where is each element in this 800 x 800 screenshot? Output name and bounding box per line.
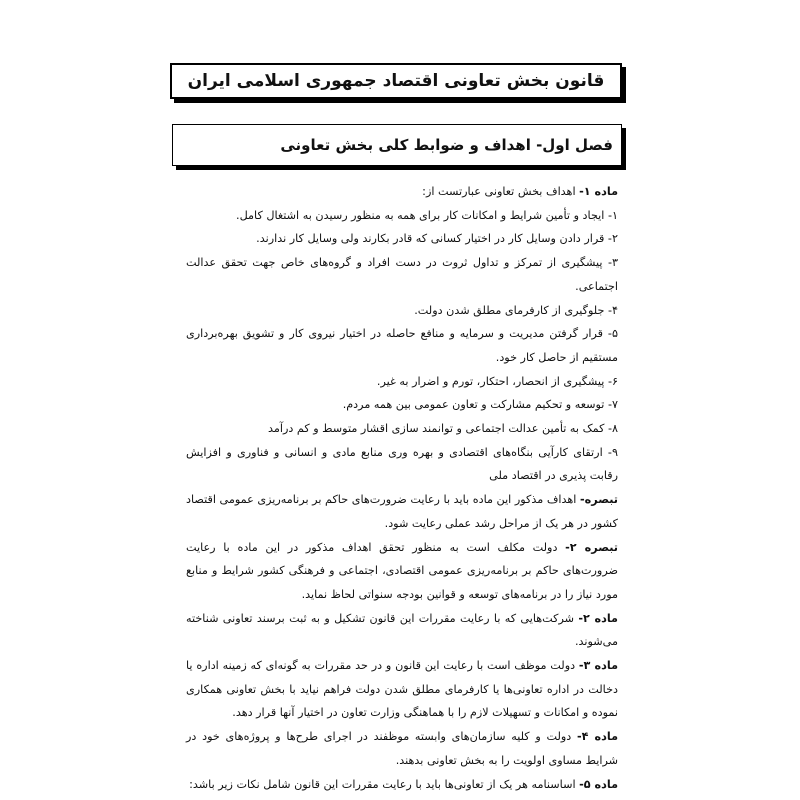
paragraph (186, 725, 618, 772)
paragraph (186, 251, 618, 298)
paragraph (186, 536, 618, 607)
paragraph-text: شرکت‌هایی که با رعایت مقررات این قانون تشکیل و به ثبت برسند تعاونی شناخته می‌شوند. (186, 611, 618, 649)
paragraph-text: ۷- توسعه و تحکیم مشارکت و تعاون عمومی بین همه مردم. (342, 398, 618, 412)
paragraph-label: ماده ۴- (576, 730, 619, 744)
paragraph-text: ۶- پیشگیری از انحصار، احتکار، تورم و اضرار به غیر. (376, 374, 618, 388)
paragraph-label: ماده ۲- (578, 611, 618, 625)
paragraph-text: اهداف مذکور این ماده باید با رعایت ضرورت‌های حاکم بر برنامه‌ریزی عمومی اقتصاد کشور در هر یک از مراحل رشد عملی رعایت شود. (186, 493, 618, 530)
paragraph (186, 654, 618, 725)
chapter-heading-box (172, 124, 622, 166)
paragraph-text: ۳- پیشگیری از تمرکز و تداول ثروت در دست افراد و گروه‌های خاص جهت تحقق عدالت اجتماعی. (186, 256, 618, 293)
paragraph-text: ۵- قرار گرفتن مدیریت و سرمایه و منافع حاصله در اختیار نیروی کار و تشویق بهره‌برداری مستقیم از حاصل کار خود. (186, 327, 618, 364)
paragraph (186, 417, 618, 441)
document-title: قانون بخش تعاونی اقتصاد جمهوری اسلامی ایران (187, 71, 605, 91)
paragraph-text: ۲- قرار دادن وسایل کار در اختیار کسانی که قادر بکارند ولی وسایل کار ندارند. (256, 232, 618, 246)
paragraph (186, 227, 618, 251)
paragraph-label: ماده ۳- (578, 659, 619, 673)
paragraph (186, 773, 618, 797)
paragraph-text: ۱- ایجاد و تأمین شرایط و امکانات کار برای همه به منظور رسیدن به اشتغال کامل. (236, 208, 618, 222)
paragraph (186, 393, 618, 417)
paragraph (186, 488, 618, 535)
paragraph-label: تبصره- (580, 493, 618, 507)
paragraph (186, 441, 618, 488)
document-body (186, 180, 618, 796)
paragraph (186, 180, 618, 204)
paragraph (186, 204, 618, 228)
paragraph-text: ۴- جلوگیری از کارفرمای مطلق شدن دولت. (414, 303, 618, 317)
paragraph-text: دولت و کلیه سازمان‌های وابسته موظفند در اجرای طرح‌ها و پروژه‌های خود در شرایط مساوی اولویت را به بخش تعاونی بدهند. (186, 730, 618, 767)
paragraph (186, 299, 618, 323)
paragraph-label: ماده ۵- (579, 777, 618, 791)
document-title-box (170, 63, 622, 99)
paragraph-text: اهداف بخش تعاونی عبارتست از: (422, 185, 580, 198)
paragraph (186, 322, 618, 369)
paragraph-text: دولت موظف است با رعایت این قانون و در حد مقررات به گونه‌ای که زمینه اداره یا دخالت در اداره تعاونی‌ها یا کارفرمای مطلق شدن دولت فراهم نیاید با بخش تعاونی همکاری نموده و امکانات و تسهیلات لازم را با هماهنگی وزارت تعاون در اختیار آنها قرار دهد. (186, 659, 618, 720)
paragraph-text: دولت مکلف است به منظور تحقق اهداف مذکور در این ماده با رعایت ضرورت‌های حاکم بر برنامه‌ریزی عمومی اقتصادی، اجتماعی و فرهنگی کشور شرایط و منابع مورد نیاز را در برنامه‌های توسعه و قوانین بودجه سنواتی لحاظ نماید. (186, 540, 618, 601)
paragraph-text: ۸- کمک به تأمین عدالت اجتماعی و توانمند سازی اقشار متوسط و کم درآمد (267, 422, 618, 436)
paragraph-text: اساسنامه هر یک از تعاونی‌ها باید با رعایت مقررات این قانون شامل نکات زیر باشد: (189, 777, 580, 791)
paragraph (186, 607, 618, 654)
paragraph (186, 370, 618, 394)
paragraph-text: ۹- ارتقای کارآیی بنگاه‌های اقتصادی و بهره وری منابع مادی و انسانی و فناوری و افزایش رقابت پذیری در اقتصاد ملی (186, 445, 618, 483)
paragraph-label: تبصره ۲- (565, 540, 619, 554)
paragraph-label: ماده ۱- (579, 185, 618, 198)
chapter-title: فصل اول- اهداف و ضوابط کلی بخش تعاونی (280, 136, 613, 154)
